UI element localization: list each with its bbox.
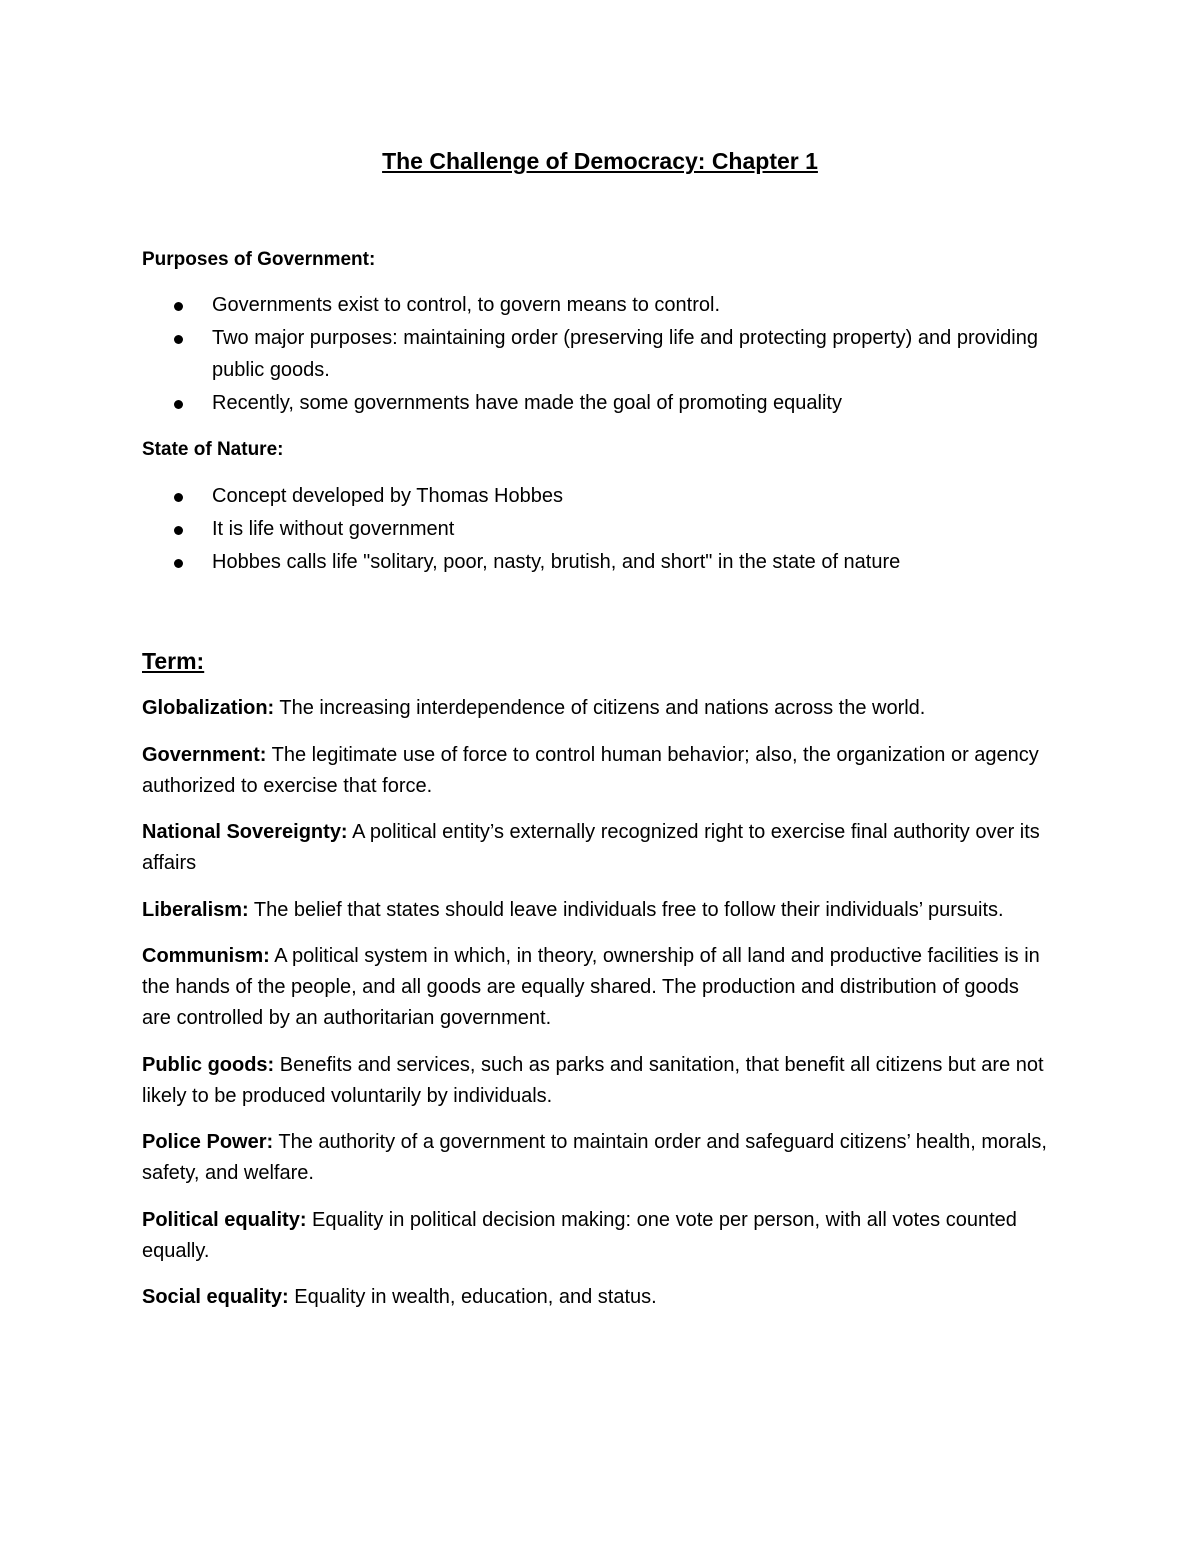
term-definition: A political system in which, in theory, ownership of all land and productive facilities is in the hands of the people, and all goods are equally shared. The production and distribution of goods are controlled by an authoritarian government. [142, 945, 1040, 1029]
term-entry-government [142, 740, 1052, 802]
purposes-list [142, 290, 1052, 419]
term-name: Government: [142, 743, 267, 766]
term-name: Communism: [142, 945, 270, 967]
term-entry-political-equality [142, 1205, 1052, 1267]
purposes-heading: Purposes of Government: [142, 249, 376, 270]
term-entry-globalization [142, 693, 1052, 724]
state-of-nature-heading: State of Nature: [142, 439, 284, 460]
term-name: National Sovereignty: [142, 821, 348, 843]
bullet-icon [174, 302, 183, 311]
list-item-text: Recently, some governments have made the goal of promoting equality [212, 391, 842, 414]
list-item [142, 323, 1052, 386]
bullet-icon [174, 493, 183, 502]
term-definition: The legitimate use of force to control human behavior; also, the organization or agency authorized to exercise that force. [142, 743, 1039, 797]
term-name: Political equality: [142, 1208, 307, 1231]
document-title: The Challenge of Democracy: Chapter 1 [382, 148, 818, 174]
list-item [142, 514, 1052, 546]
list-item [142, 290, 1052, 322]
term-definition: The belief that states should leave individuals free to follow their individuals’ pursuits. [248, 898, 1004, 921]
list-item-text: It is life without government [212, 518, 455, 540]
list-item [142, 547, 1052, 579]
term-name: Liberalism: [142, 898, 249, 921]
term-entry-social-equality [142, 1282, 1052, 1313]
term-name: Globalization: [142, 697, 275, 719]
list-item-text: Governments exist to control, to govern means to control. [212, 294, 721, 316]
bullet-icon [174, 526, 183, 535]
bullet-icon [174, 400, 183, 409]
term-entry-communism [142, 941, 1052, 1034]
terms-heading: Term: [142, 648, 205, 674]
term-definition: The increasing interdependence of citizens and nations across the world. [274, 697, 926, 719]
term-definition: A political entity’s externally recognized right to exercise final authority over its affairs [142, 821, 1040, 874]
term-definition: The authority of a government to maintain order and safeguard citizens’ health, morals, safety, and welfare. [142, 1131, 1047, 1184]
term-entry-public-goods [142, 1050, 1052, 1112]
term-name: Social equality: [142, 1286, 289, 1308]
term-entry-police-power [142, 1127, 1052, 1189]
terms-list [142, 693, 1052, 1329]
term-definition: Benefits and services, such as parks and sanitation, that benefit all citizens but are not likely to be produced voluntarily by individuals. [142, 1053, 1044, 1107]
list-item-text: Two major purposes: maintaining order (preserving life and protecting property) and providing public goods. [212, 327, 1038, 381]
term-definition: Equality in political decision making: one vote per person, with all votes counted equally. [142, 1208, 1017, 1262]
state-of-nature-list [142, 481, 1052, 579]
term-definition: Equality in wealth, education, and status. [288, 1286, 657, 1308]
list-item-text: Concept developed by Thomas Hobbes [212, 485, 563, 507]
term-name: Public goods: [142, 1053, 275, 1076]
bullet-icon [174, 335, 183, 344]
list-item-text: Hobbes calls life "solitary, poor, nasty, brutish, and short" in the state of nature [212, 551, 901, 573]
list-item [142, 481, 1052, 513]
term-name: Police Power: [142, 1131, 274, 1153]
list-item [142, 388, 1052, 420]
term-entry-national-sovereignty [142, 817, 1052, 879]
purposes-section [142, 246, 1052, 419]
term-entry-liberalism [142, 895, 1052, 926]
bullet-icon [174, 559, 183, 568]
state-of-nature-section [142, 436, 1052, 579]
